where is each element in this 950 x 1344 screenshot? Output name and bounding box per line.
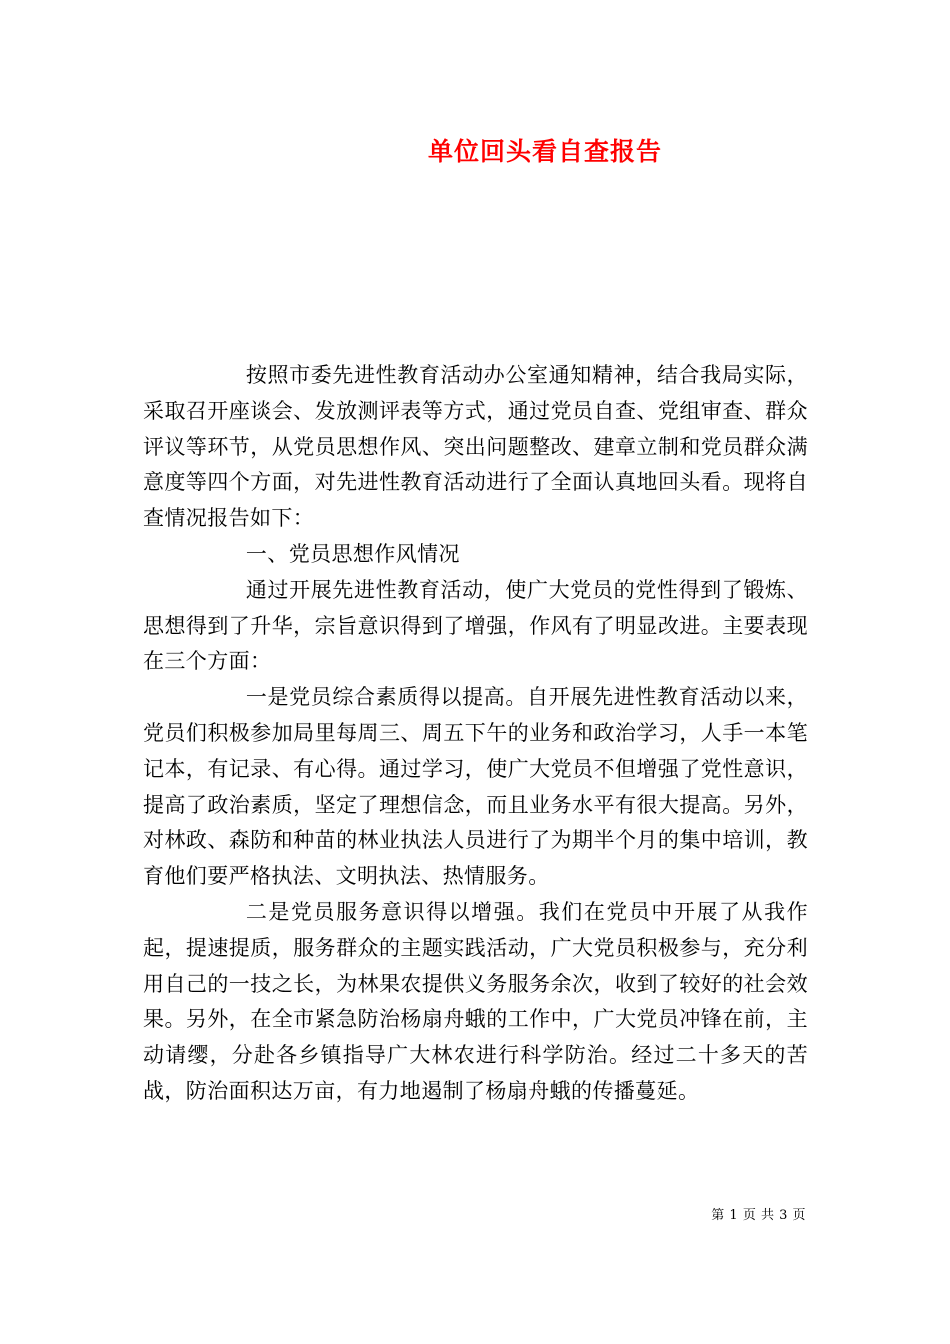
page-title: 单位回头看自查报告 bbox=[427, 137, 662, 166]
document-body bbox=[143, 358, 808, 1110]
section-heading: 一、党员思想作风情况 bbox=[245, 541, 460, 566]
page-footer: 第 1 页 共 3 页 bbox=[711, 1208, 806, 1223]
intro-paragraph: 按照市委先进性教育活动办公室通知精神，结合我局实际，采取召开座谈会、发放测评表等方式，通过党员自查、党组审查、群众评议等环节，从党员思想作风、突出问题整改、建章立制和党员群众满意度等四个方面，对先进性教育活动进行了全面认真地回头看。现将自查情况报告如下： bbox=[143, 363, 808, 531]
body-paragraph: 通过开展先进性教育活动，使广大党员的党性得到了锻炼、思想得到了升华，宗旨意识得到了增强，作风有了明显改进。主要表现在三个方面： bbox=[143, 577, 808, 674]
body-paragraph: 一是党员综合素质得以提高。自开展先进性教育活动以来，党员们积极参加局里每周三、周五下午的业务和政治学习，人手一本笔记本，有记录、有心得。通过学习，使广大党员不但增强了党性意识，提高了政治素质，坚定了理想信念，而且业务水平有很大提高。另外，对林政、森防和种苗的林业执法人员进行了为期半个月的集中培训，教育他们要严格执法、文明执法、热情服务。 bbox=[143, 685, 808, 889]
body-paragraph: 二是党员服务意识得以增强。我们在党员中开展了从我作起，提速提质，服务群众的主题实践活动，广大党员积极参与，充分利用自己的一技之长，为林果农提供义务服务余次，收到了较好的社会效果。另外，在全市紧急防治杨扇舟蛾的工作中，广大党员冲锋在前，主动请缨，分赴各乡镇指导广大林农进行科学防治。经过二十多天的苦战，防治面积达万亩，有力地遏制了杨扇舟蛾的传播蔓延。 bbox=[143, 899, 808, 1103]
